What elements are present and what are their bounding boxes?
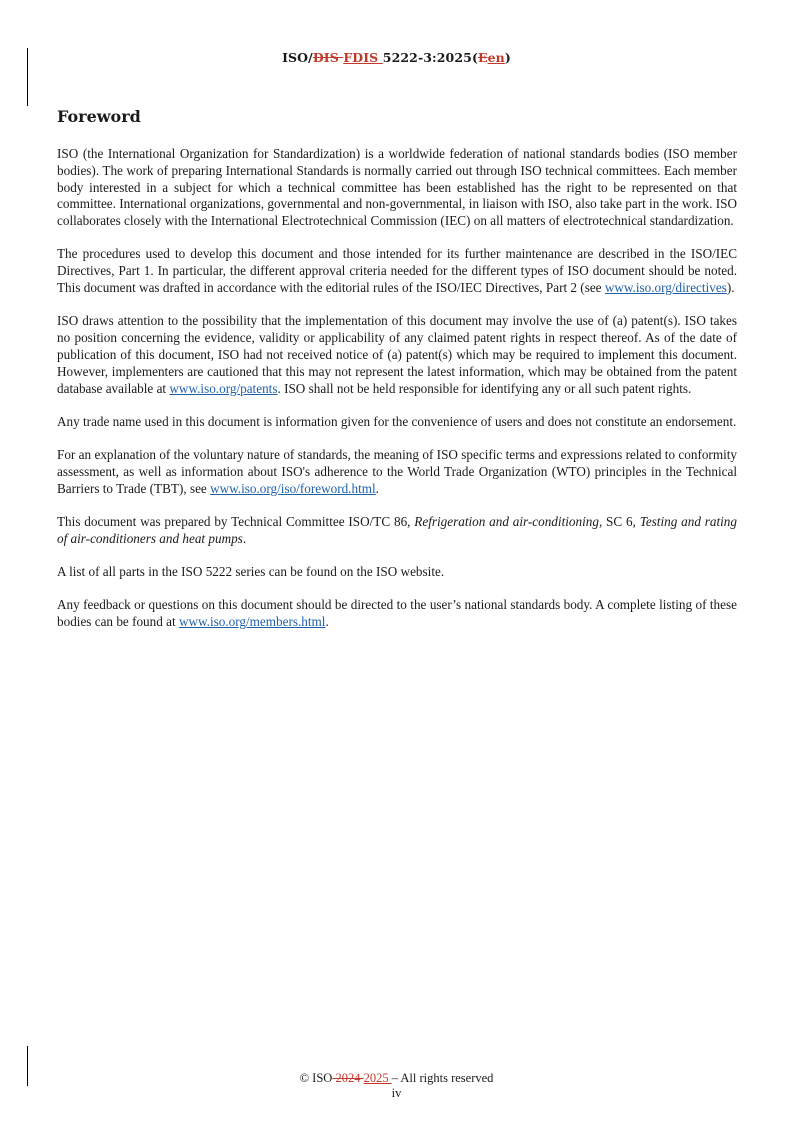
copyright-line <box>0 1071 793 1086</box>
foreword-link[interactable]: www.iso.org/iso/foreword.html <box>210 480 376 496</box>
copyright-prefix: © ISO <box>299 1071 333 1085</box>
paragraph-4: Any trade name used in this document is information given for the convenience of users and does not constitute an endorsement. <box>57 413 737 429</box>
paragraph-5-text: For an explanation of the voluntary nature of standards, the meaning of ISO specific terms and expressions related to conformity assessment, as well as information about ISO's adherence to the World Trade Organization (WTO) principles in the Technical Barriers to Trade (TBT), see <box>57 447 737 496</box>
patents-link[interactable]: www.iso.org/patents <box>169 380 278 396</box>
header-number: 5222-3:2025( <box>382 50 478 65</box>
document-header <box>0 50 793 65</box>
paragraph-3-text: ISO draws attention to the possibility that the implementation of this document may involve the use of (a) patent(s). ISO takes no position concerning the evidence, validity or applicability of any claimed patent rights in respect thereof. As of the date of publication of this document, ISO had not received notice of (a) patent(s) which may be required to implement this document. However, implementers are cautioned that this may not represent the latest information, which may be obtained from the patent database available at <box>57 313 737 396</box>
paragraph-5-end: . <box>375 480 379 496</box>
page-number: iv <box>391 1086 402 1100</box>
header-inserted-stage: FDIS <box>343 50 383 65</box>
paragraph-2-end: ). <box>726 280 735 296</box>
paragraph-6-mid: , SC 6, <box>598 514 640 530</box>
paragraph-7: A list of all parts in the ISO 5222 series can be found on the ISO website. <box>57 564 445 580</box>
footer-inserted-year: 2025 <box>363 1071 392 1085</box>
paragraph-5 <box>57 447 737 497</box>
paragraph-8-end: . <box>325 614 329 630</box>
paragraph-2-text: The procedures used to develop this document and those intended for its further maintenance are described in the ISO/IEC Directives, Part 1. In particular, the different approval criteria needed for the different types of ISO document should be noted. This document was drafted in accordance with the editorial rules of the ISO/IEC Directives, Part 2 (see <box>57 246 737 296</box>
committee-title: Refrigeration and air-conditioning <box>414 514 599 530</box>
header-inserted-lang: en <box>487 50 505 65</box>
header-prefix: ISO/ <box>282 50 313 65</box>
header-deleted-stage: DIS <box>312 50 344 65</box>
paragraph-8 <box>57 597 737 631</box>
footer-deleted-year: 2024 <box>332 1071 364 1085</box>
footer-rights: – All rights reserved <box>391 1071 494 1085</box>
members-link[interactable]: www.iso.org/members.html <box>178 614 326 630</box>
main-content <box>57 106 737 648</box>
paragraph-6 <box>57 514 737 548</box>
directives-link[interactable]: www.iso.org/directives <box>604 280 727 296</box>
page-title: Foreword <box>57 107 141 126</box>
page-footer <box>0 1071 793 1101</box>
header-close: ) <box>504 50 511 65</box>
paragraph-6-text: This document was prepared by Technical Committee ISO/TC 86, <box>57 514 415 530</box>
paragraph-3 <box>57 313 737 397</box>
paragraph-2 <box>57 246 737 296</box>
paragraph-8-text: Any feedback or questions on this document should be directed to the user’s national standards body. A complete listing of these bodies can be found at <box>57 597 737 630</box>
subcommittee-title: Testing and rating of air-conditioners and heat pumps <box>57 514 737 546</box>
paragraph-3-end: . ISO shall not be held responsible for identifying any or all such patent rights. <box>277 380 692 396</box>
header-deleted-lang: E <box>477 50 488 65</box>
paragraph-1: ISO (the International Organization for Standardization) is a worldwide federation of national standards bodies (ISO member bodies). The work of preparing International Standards is normally carried out through ISO technical committees. Each member body interested in a subject for which a technical committee has been established has the right to be represented on that committee. International organizations, governmental and non-governmental, in liaison with ISO, also take part in the work. ISO collaborates closely with the International Electrotechnical Commission (IEC) on all matters of electrotechnical standardization. <box>57 146 737 229</box>
paragraph-6-end: . <box>242 530 247 546</box>
